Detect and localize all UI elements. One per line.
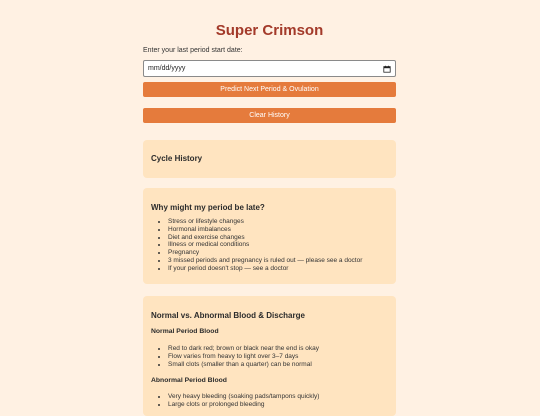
- list-item: • Large clots or prolonged bleeding: [168, 401, 319, 409]
- cycle-history-card: [143, 140, 396, 178]
- blood-discharge-title: Normal vs. Abnormal Blood & Discharge: [151, 311, 305, 320]
- late-period-card: [143, 188, 396, 284]
- normal-blood-heading: Normal Period Blood: [151, 328, 219, 335]
- list-item: • Red to dark red; brown or black near the end is okay: [168, 345, 319, 353]
- list-item: • Small clots (smaller than a quarter) can be normal: [168, 361, 319, 369]
- calendar-icon[interactable]: [383, 65, 391, 73]
- date-label: Enter your last period start date:: [143, 47, 243, 54]
- app-container: [143, 0, 396, 416]
- list-item: • Very heavy bleeding (soaking pads/tampons quickly): [168, 393, 319, 401]
- clear-history-button[interactable]: Clear History: [143, 108, 396, 123]
- list-item: • Diet and exercise changes: [168, 234, 362, 242]
- abnormal-blood-list: [151, 393, 319, 409]
- period-start-date-input[interactable]: [143, 60, 396, 77]
- blood-discharge-card: [143, 296, 396, 416]
- list-item: • 3 missed periods and pregnancy is ruled out — please see a doctor: [168, 257, 362, 265]
- list-item: • Hormonal imbalances: [168, 226, 362, 234]
- predict-button[interactable]: Predict Next Period & Ovulation: [143, 82, 396, 97]
- late-period-title: Why might my period be late?: [151, 203, 265, 212]
- date-input-placeholder: mm/dd/yyyy: [148, 65, 186, 72]
- cycle-history-title: Cycle History: [151, 154, 203, 163]
- list-item: • Illness or medical conditions: [168, 241, 362, 249]
- normal-blood-list: [151, 345, 319, 368]
- list-item: • Pregnancy: [168, 249, 362, 257]
- list-item: • Stress or lifestyle changes: [168, 218, 362, 226]
- list-item: • If your period doesn't stop — see a doctor: [168, 265, 362, 273]
- abnormal-blood-heading: Abnormal Period Blood: [151, 377, 227, 384]
- list-item: • Flow varies from heavy to light over 3–7 days: [168, 353, 319, 361]
- app-title: Super Crimson: [215, 22, 324, 39]
- late-period-list: [151, 218, 362, 273]
